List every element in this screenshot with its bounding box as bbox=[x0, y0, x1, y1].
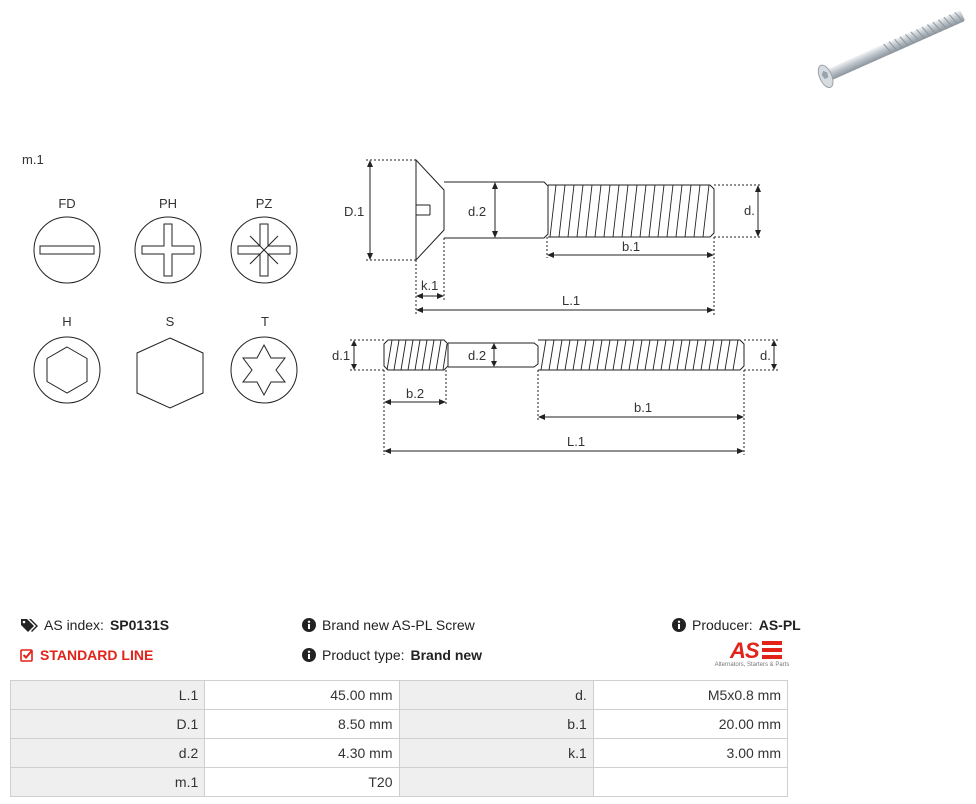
dim-k1-label: k.1 bbox=[421, 278, 439, 293]
spec-value: 8.50 mm bbox=[205, 710, 399, 739]
spec-key: L.1 bbox=[11, 681, 205, 710]
dim-L1-label: L.1 bbox=[567, 434, 586, 449]
spec-value: 4.30 mm bbox=[205, 739, 399, 768]
dim-d-label: d. bbox=[744, 203, 755, 218]
as-pl-logo bbox=[712, 638, 792, 672]
info-circle-icon bbox=[672, 618, 686, 632]
producer-value: AS-PL bbox=[758, 617, 801, 633]
product-type-label: Product type: bbox=[322, 647, 405, 663]
head-types-drawing bbox=[0, 140, 320, 420]
table-row bbox=[11, 710, 788, 739]
spec-key: m.1 bbox=[11, 768, 205, 797]
spec-key: D.1 bbox=[11, 710, 205, 739]
dim-L1-label: L.1 bbox=[562, 293, 581, 308]
screw-drawing-top bbox=[330, 150, 790, 320]
tags-icon bbox=[20, 618, 38, 632]
table-row bbox=[11, 681, 788, 710]
product-type bbox=[302, 647, 482, 663]
screw-drawing-bottom bbox=[330, 330, 790, 460]
logo-tagline: Alternators, Starters & Parts bbox=[714, 662, 790, 668]
phillips-head-icon bbox=[135, 217, 201, 283]
info-circle-icon bbox=[302, 648, 316, 662]
product-photo bbox=[800, 0, 970, 100]
standard-line-badge bbox=[20, 647, 153, 663]
dim-D1-label: D.1 bbox=[344, 204, 365, 219]
dim-b1-label: b.1 bbox=[622, 239, 641, 254]
m1-label: m.1 bbox=[22, 152, 44, 167]
description-text: Brand new AS-PL Screw bbox=[322, 617, 475, 633]
standard-line-label: STANDARD LINE bbox=[40, 647, 154, 663]
spec-key bbox=[399, 768, 593, 797]
hex-head-icon bbox=[137, 338, 203, 408]
as-index-value: SP0131S bbox=[109, 617, 170, 633]
spec-value: T20 bbox=[205, 768, 399, 797]
spec-value: 3.00 mm bbox=[593, 739, 787, 768]
dim-b2-label: b.2 bbox=[406, 386, 425, 401]
head-type-t-label: T bbox=[261, 314, 269, 329]
spec-value: M5x0.8 mm bbox=[593, 681, 787, 710]
spec-value: 20.00 mm bbox=[593, 710, 787, 739]
head-type-pz-label: PZ bbox=[255, 196, 273, 211]
checkbox-checked-icon bbox=[20, 648, 34, 662]
torx-head-icon bbox=[231, 337, 297, 403]
producer-label: Producer: bbox=[692, 617, 753, 633]
spec-table bbox=[10, 680, 788, 797]
spec-key: b.1 bbox=[399, 710, 593, 739]
spec-key: k.1 bbox=[399, 739, 593, 768]
product-type-value: Brand new bbox=[410, 647, 483, 663]
producer bbox=[672, 617, 801, 633]
spec-key: d.2 bbox=[11, 739, 205, 768]
dim-d2-label: d.2 bbox=[468, 348, 487, 363]
spec-key: d. bbox=[399, 681, 593, 710]
slotted-head-icon bbox=[34, 217, 100, 283]
dim-d2-label: d.2 bbox=[468, 204, 487, 219]
spec-value: 45.00 mm bbox=[205, 681, 399, 710]
head-type-fd-label: FD bbox=[58, 196, 76, 211]
logo-text: AS bbox=[730, 638, 759, 663]
table-row bbox=[11, 768, 788, 797]
description bbox=[302, 617, 475, 633]
dim-d-label: d. bbox=[760, 348, 771, 363]
dim-d1-label: d.1 bbox=[332, 348, 351, 363]
head-type-s-label: S bbox=[165, 314, 175, 329]
as-index bbox=[20, 617, 169, 633]
head-type-ph-label: PH bbox=[158, 196, 178, 211]
table-row bbox=[11, 739, 788, 768]
as-index-label: AS index: bbox=[44, 617, 104, 633]
spec-value bbox=[593, 768, 787, 797]
info-circle-icon bbox=[302, 618, 316, 632]
head-type-h-label: H bbox=[62, 314, 72, 329]
dim-b1-label: b.1 bbox=[634, 400, 653, 415]
